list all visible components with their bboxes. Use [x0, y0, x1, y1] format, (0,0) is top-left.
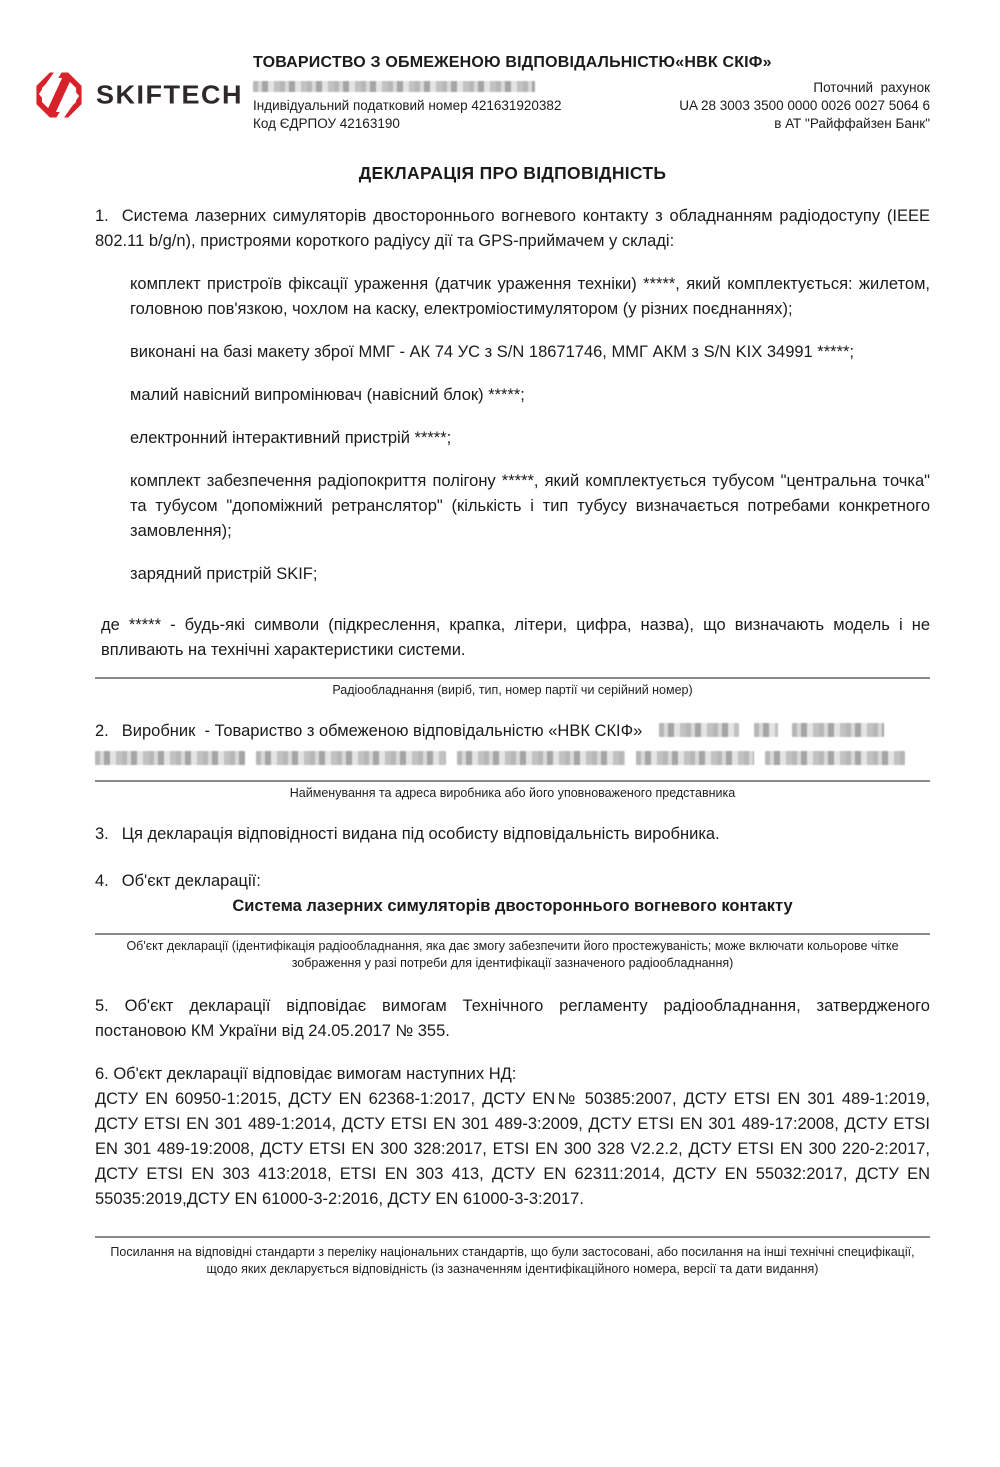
declaration-object: Система лазерних симуляторів двостороннього вогневого контакту	[232, 897, 793, 915]
skiftech-logo	[35, 68, 243, 122]
bank-details	[679, 79, 930, 133]
company-address-redacted	[253, 79, 561, 97]
account-label: Поточний рахунок	[813, 80, 930, 95]
redaction-bar	[659, 723, 739, 737]
redaction-bar	[253, 81, 535, 92]
header-info	[253, 54, 930, 133]
divider	[95, 1236, 930, 1238]
redaction-bar	[765, 751, 905, 765]
redaction-bar	[95, 751, 245, 765]
document-header	[35, 54, 930, 133]
list-item: малий навісний випромінювач (навісний блок) *****;	[130, 386, 525, 404]
redaction-bar	[754, 723, 778, 737]
section-5: 5. Об'єкт декларації відповідає вимогам Технічного регламенту радіообладнання, затвердженого постановою КМ України від 24.05.2017 № 355.	[95, 997, 930, 1040]
company-details	[253, 79, 561, 133]
section-2-text: Виробник - Товариство з обмеженою відповідальністю «НВК СКІФ»	[121, 722, 643, 740]
list-item: комплект забезпечення радіопокриття полігону *****, який комплектується тубусом "центральна точка" та тубусом "допоміжний ретранслятор" (кількість і тип тубусу визначається потребами конкретного замовлення);	[130, 472, 930, 540]
document-body	[0, 163, 1000, 1278]
logo-wordmark: SKIFTECH	[96, 80, 243, 109]
section-6-standards: ДСТУ EN 60950-1:2015, ДСТУ EN 62368-1:2017, ДСТУ EN№ 50385:2007, ДСТУ ETSI EN 301 489-1:2019, ДСТУ ETSI EN 301 489-1:2014, ДСТУ ETSI EN 301 489-3:2009, ДСТУ ETSI EN 301 489-17:2008, ДСТУ ETSI EN 301 489-19:2008, ДСТУ ETSI EN 300 328:2017, ETSI EN 300 328 V2.2.2, ДСТУ ETSI EN 300 220-2:2017, ДСТУ ETSI EN 303 413:2018, ETSI EN 303 413, ДСТУ EN 62311:2014, ДСТУ EN 55032:2017, ДСТУ EN 55035:2019,ДСТУ EN 61000-3-2:2016, ДСТУ EN 61000-3-3:2017.	[95, 1090, 930, 1208]
redaction-bar	[457, 751, 625, 765]
section-4	[95, 869, 930, 894]
redaction-bar	[792, 723, 884, 737]
section-1-text: Система лазерних симуляторів двостороннього вогневого контакту з обладнанням радіодоступу (ІЕЕЕ 802.11 b/g/n), пристроями короткого радіусу дії та GPS-приймачем у складі:	[95, 207, 930, 250]
skiftech-octagon-icon	[35, 68, 83, 122]
section-2-number: 2.	[95, 722, 109, 740]
caption-radio-equipment: Радіообладнання (виріб, тип, номер партії чи серійний номер)	[332, 683, 693, 697]
iban: UA 28 3003 3500 0000 0026 0027 5064 6	[679, 98, 930, 113]
caption-standards: Посилання на відповідні стандарти з переліку національних стандартів, що були застосовані, або посилання на інші технічні специфікації, щодо яких декларується відповідність (із зазначенням ідентифікаційного номера, версії та дати видання)	[110, 1245, 915, 1276]
divider	[95, 677, 930, 679]
section-3-text: Ця декларація відповідності видана під особисту відповідальність виробника.	[121, 825, 720, 843]
list-item: електронний інтерактивний пристрій *****;	[130, 429, 452, 447]
caption-object: Об'єкт декларації (ідентифікація радіообладнання, яка дає змогу забезпечити його простежуваність; може включати кольорове чітке зображення у разі потреби для ідентифікації зазначеного радіообладнання)	[126, 939, 899, 970]
document-title: ДЕКЛАРАЦІЯ ПРО ВІДПОВІДНІСТЬ	[358, 163, 667, 183]
section-3	[95, 822, 930, 847]
list-item: комплект пристроїв фіксації ураження (датчик ураження техніки) *****, який комплектується: жилетом, головною пов'язкою, чохлом на каску, електроміостимулятором (у різних поєднаннях);	[130, 275, 930, 318]
section-1-items	[130, 272, 930, 587]
bank-name: в АТ "Райффайзен Банк"	[774, 116, 930, 131]
producer-address-redacted	[95, 750, 930, 766]
section-6-intro: 6. Об'єкт декларації відповідає вимогам наступних НД:	[95, 1065, 517, 1083]
list-item: зарядний пристрій SKIF;	[130, 565, 318, 583]
section-1	[95, 204, 930, 254]
section-4-text: Об'єкт декларації:	[121, 872, 261, 890]
edrpou-code: Код ЄДРПОУ 42163190	[253, 116, 400, 131]
caption-producer: Найменування та адреса виробника або його уповноваженого представника	[289, 786, 736, 800]
list-item: виконані на базі макету зброї ММГ - АК 74 УС з S/N 18671746, ММГ АКМ з S/N KIX 34991 *****;	[130, 343, 855, 361]
section-3-number: 3.	[95, 825, 109, 843]
company-name: ТОВАРИСТВО З ОБМЕЖЕНОЮ ВІДПОВІДАЛЬНІСТЮ«НВК СКІФ»	[253, 54, 772, 71]
section-2	[95, 719, 930, 766]
asterisk-note: де ***** - будь-які символи (підкреслення, крапка, літери, цифра, назва), що визначають модель і не впливають на технічні характеристики системи.	[101, 616, 930, 659]
section-4-number: 4.	[95, 872, 109, 890]
redaction-bar	[256, 751, 446, 765]
section-1-number: 1.	[95, 207, 109, 225]
divider	[95, 933, 930, 935]
redaction-bar	[636, 751, 754, 765]
tax-number: Індивідуальний податковий номер 421631920382	[253, 98, 562, 113]
divider	[95, 780, 930, 782]
